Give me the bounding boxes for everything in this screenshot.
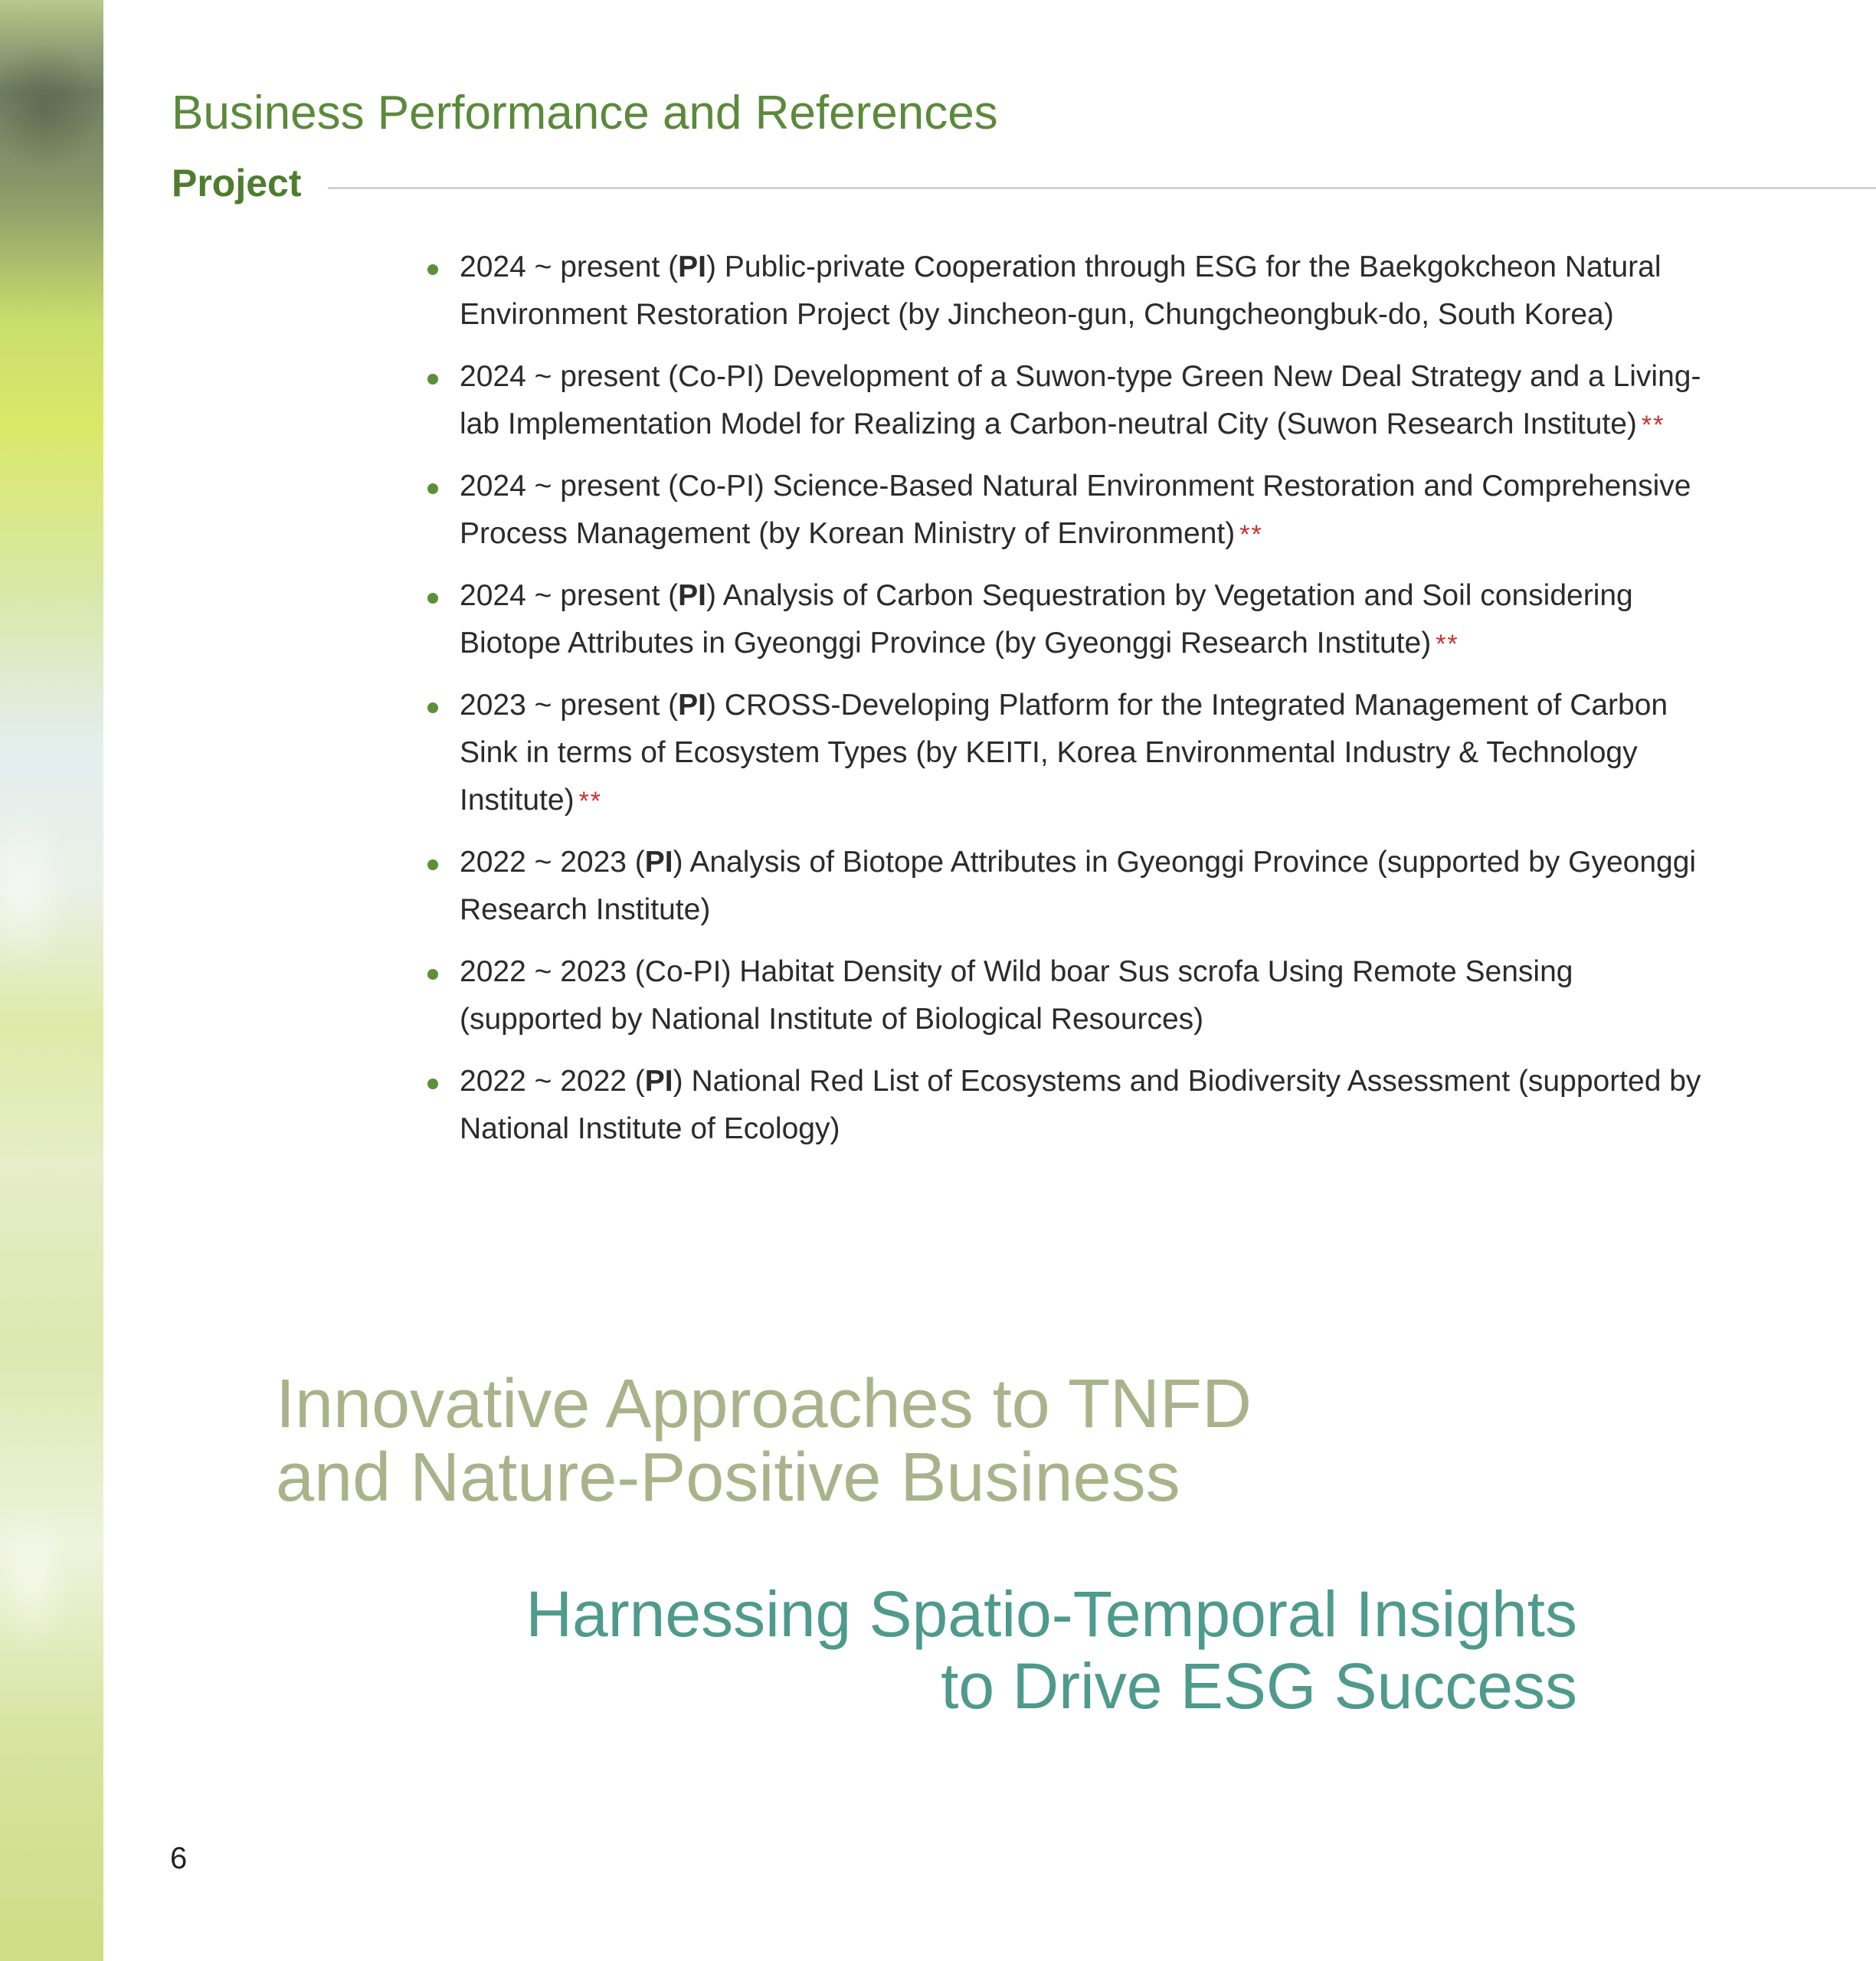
heading-divider bbox=[328, 187, 1876, 189]
project-text-rest: ) Public-private Cooperation through ESG for the Baekgokcheon Natural Environment Restoration Project (by Jincheon-gun, Chungcheongbuk-do, South Korea) bbox=[460, 250, 1662, 331]
project-item bbox=[460, 353, 1716, 449]
project-text-rest: ) CROSS-Developing Platform for the Integrated Management of Carbon Sink in terms of Ecosystem Types (by KEITI, Korea Environmental Industry & Technology Institute) bbox=[460, 689, 1668, 817]
highlight-stars: ** bbox=[1436, 630, 1459, 659]
bullet-icon bbox=[427, 374, 438, 385]
tagline-secondary-line2: to Drive ESG Success bbox=[941, 1650, 1577, 1722]
project-text-rest: ) Analysis of Carbon Sequestration by Vegetation and Soil considering Biotope Attributes in Gyeonggi Province (by Gyeonggi Research Institute) bbox=[460, 579, 1633, 660]
project-text: 2024 ~ present (Co-PI) Development of a Suwon-type Green New Deal Strategy and a Living-lab Implementation Model for Realizing a Carbon-neutral City (Suwon Research Institute) bbox=[460, 360, 1701, 440]
project-text-rest: ) National Red List of Ecosystems and Biodiversity Assessment (supported by National Institute of Ecology) bbox=[460, 1065, 1701, 1145]
bullet-icon bbox=[427, 593, 438, 604]
highlight-stars: ** bbox=[1239, 520, 1263, 549]
project-text: 2024 ~ present ( bbox=[460, 579, 679, 612]
pi-tag: PI bbox=[678, 250, 706, 283]
project-text: 2022 ~ 2023 ( bbox=[460, 846, 645, 879]
project-text-rest: ) Analysis of Biotope Attributes in Gyeonggi Province (supported by Gyeonggi Research Institute) bbox=[460, 846, 1697, 926]
bullet-icon bbox=[427, 859, 438, 870]
pi-tag: PI bbox=[678, 689, 706, 722]
project-item bbox=[460, 572, 1716, 668]
tagline-primary bbox=[276, 1367, 1252, 1514]
bullet-icon bbox=[427, 264, 438, 275]
project-text: 2023 ~ present ( bbox=[460, 689, 679, 722]
project-list bbox=[460, 244, 1716, 1167]
decorative-side-strip bbox=[0, 0, 103, 1961]
page-number: 6 bbox=[170, 1842, 188, 1875]
highlight-stars: ** bbox=[578, 787, 603, 816]
tagline-primary-line2: and Nature-Positive Business bbox=[276, 1439, 1180, 1516]
pi-tag: PI bbox=[644, 846, 673, 879]
bullet-icon bbox=[427, 969, 438, 980]
project-text: 2024 ~ present (Co-PI) Science-Based Natural Environment Restoration and Comprehensive Process Management (by Korean Ministry of Environment) bbox=[460, 470, 1691, 550]
bullet-icon bbox=[427, 1079, 438, 1089]
project-item bbox=[460, 839, 1716, 935]
bullet-icon bbox=[427, 702, 438, 713]
pi-tag: PI bbox=[644, 1065, 673, 1098]
tagline-primary-line1: Innovative Approaches to TNFD bbox=[276, 1366, 1252, 1442]
tagline-secondary-line1: Harnessing Spatio-Temporal Insights bbox=[525, 1578, 1577, 1650]
project-item bbox=[460, 682, 1716, 825]
project-text: 2024 ~ present ( bbox=[460, 250, 679, 283]
highlight-stars: ** bbox=[1641, 411, 1665, 440]
project-item bbox=[460, 244, 1716, 339]
project-item bbox=[460, 948, 1716, 1044]
pi-tag: PI bbox=[678, 579, 706, 612]
tagline-secondary bbox=[525, 1578, 1577, 1722]
bullet-icon bbox=[427, 483, 438, 494]
project-text: 2022 ~ 2022 ( bbox=[460, 1065, 645, 1098]
project-item bbox=[460, 1058, 1716, 1154]
project-text: 2022 ~ 2023 (Co-PI) Habitat Density of Wild boar Sus scrofa Using Remote Sensing (supported by National Institute of Biological Resources) bbox=[460, 955, 1573, 1036]
section-heading: Project bbox=[172, 162, 302, 205]
project-item bbox=[460, 463, 1716, 558]
page-title: Business Performance and References bbox=[172, 87, 998, 139]
